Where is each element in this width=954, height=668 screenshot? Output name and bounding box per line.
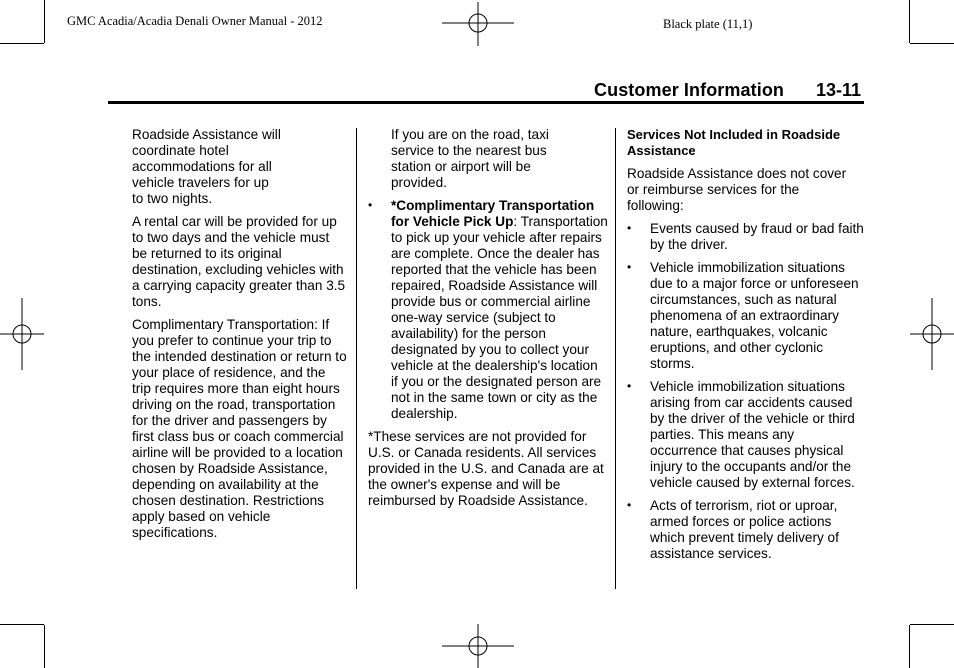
registration-mark-right xyxy=(910,298,954,370)
page-number: 13-11 xyxy=(816,80,862,100)
col3-intro: Roadside Assistance does not cover or reimburse services for the following: xyxy=(627,166,847,213)
list-item xyxy=(627,379,865,491)
crop-mark-bottom-right-v xyxy=(909,625,910,668)
crop-mark-bottom-left-h xyxy=(0,624,44,625)
bullet-text: : Transportation to pick up your vehicle after repairs are complete. Once the dealer has reported that the vehicle has been repaired, Roadside Assistance will provide bus or commercial airline one-way service (subject to availability) for the person designated by you to collect your vehicle at the dealership's location if you or the designated person are not in the same town or city as the dealership. xyxy=(391,214,608,421)
column-1 xyxy=(132,127,348,548)
list-item xyxy=(627,498,865,562)
column-divider-2 xyxy=(615,128,616,589)
col1-paragraph-1: Roadside Assistance will coordinate hotel accommodations for all vehicle travelers for up to two nights. xyxy=(132,127,281,206)
column-divider-1 xyxy=(356,128,357,589)
bullet-icon: • xyxy=(627,221,632,235)
column-2 xyxy=(368,127,608,516)
section-title: Customer Information xyxy=(594,80,785,100)
print-header-title: GMC Acadia/Acadia Denali Owner Manual - 2012 xyxy=(67,14,323,28)
crop-mark-bottom-right-h xyxy=(910,624,954,625)
bullet-icon: • xyxy=(627,379,632,393)
col2-paragraph-1: If you are on the road, taxi service to the nearest bus station or airport will be provided. xyxy=(391,127,549,190)
col1-paragraph-3: Complimentary Transportation: If you prefer to continue your trip to the intended destination or return to your place of residence, and the trip requires more than eight hours driving on the road, transportation for the driver and passengers by first class bus or coach commercial airline will be provided to a location chosen by Roadside Assistance, depending on availability at the chosen destination. Restrictions apply based on vehicle specifications. xyxy=(132,317,347,540)
crop-mark-top-right-v xyxy=(909,0,910,43)
bullet-heading: *Complimentary Transportation for Vehicle Pick Up xyxy=(391,198,595,229)
registration-mark-top xyxy=(442,2,514,46)
col1-paragraph-2: A rental car will be provided for up to two days and the vehicle must be returned to its original destination, excluding vehicles with a carrying capacity greater than 3.5 tons. xyxy=(132,214,346,309)
col2-bullet-list xyxy=(368,198,608,422)
list-item xyxy=(627,260,865,372)
registration-mark-left xyxy=(0,298,44,370)
registration-mark-bottom xyxy=(442,624,514,668)
crop-mark-top-left-v xyxy=(44,0,45,43)
list-item-text: Acts of terrorism, riot or uproar, armed forces or police actions which prevent timely delivery of assistance services. xyxy=(650,498,839,561)
list-item-text: Vehicle immobilization situations due to a major force or unforeseen circumstances, such as natural phenomena of an extraordinary nature, earthquakes, volcanic eruptions, and other cyclonic storms. xyxy=(650,260,859,371)
bullet-icon: • xyxy=(627,260,632,274)
print-header-plate: Black plate (11,1) xyxy=(663,17,753,31)
col3-heading: Services Not Included in Roadside Assistance xyxy=(627,127,841,158)
list-item-text: Vehicle immobilization situations arising from car accidents caused by the driver of the vehicle or third parties. This means any occurrence that causes physical injury to the occupants and/or the vehicle caused by external forces. xyxy=(650,379,855,490)
col2-paragraph-2: *These services are not provided for U.S. or Canada residents. All services provided in the U.S. and Canada are at the owner's expense and will be reimbursed by Roadside Assistance. xyxy=(368,429,604,508)
crop-mark-top-left-h xyxy=(0,43,44,44)
crop-mark-top-right-h xyxy=(910,43,954,44)
column-3 xyxy=(627,127,865,569)
header-rule xyxy=(108,101,864,104)
crop-mark-bottom-left-v xyxy=(44,625,45,668)
list-item xyxy=(368,198,608,422)
list-item xyxy=(627,221,865,253)
bullet-icon: • xyxy=(627,498,632,512)
bullet-icon: • xyxy=(368,198,373,212)
col3-bullet-list xyxy=(627,221,865,562)
list-item-text: Events caused by fraud or bad faith by the driver. xyxy=(650,221,864,252)
